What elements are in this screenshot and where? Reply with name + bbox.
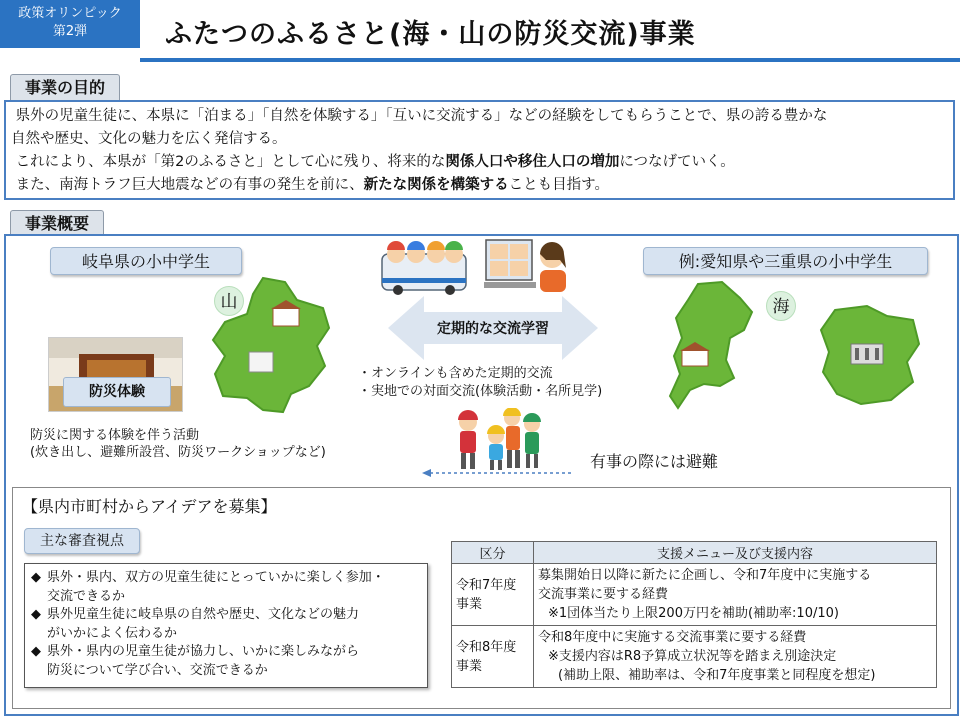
exchange-item-online: ・オンラインも含めた定期的交流	[358, 366, 553, 381]
criteria-item	[31, 606, 421, 643]
row-content-line: 交流事業に要する経費	[538, 587, 669, 602]
header-support: 支援メニュー及び支援内容	[534, 542, 937, 564]
page-title: ふたつのふるさと(海・山の防災交流)事業	[165, 19, 696, 50]
exchange-label: 定期的な交流学習	[437, 321, 549, 337]
purpose-line3-bold: 関係人口や移住人口の増加	[445, 154, 620, 170]
gifu-students-label: 岐阜県の小中学生	[50, 247, 242, 275]
support-table	[451, 541, 937, 688]
sea-label: 海	[766, 291, 796, 321]
purpose-line3	[11, 151, 948, 174]
criteria-item-line: がいかによく伝わるか	[47, 625, 178, 641]
diamond-bullet-icon: ◆	[31, 644, 41, 659]
purpose-section-label: 事業の目的	[10, 74, 120, 100]
aichi-map-icon	[660, 278, 760, 428]
support-table-header	[452, 542, 937, 564]
row-year	[452, 626, 534, 688]
criteria-item	[31, 569, 421, 606]
criteria-item-line: 県外・県内の児童生徒が協力し、いかに楽しみながら	[47, 644, 360, 659]
purpose-line1-text: 県外の児童生徒に、本県に「泊まる」「自然を体験する」「互いに交流する」などの経験をしてもらうことで、県の誇る豊かな	[15, 108, 828, 124]
purpose-line1	[11, 105, 948, 128]
evacuation-note: 有事の際には避難	[590, 452, 719, 471]
row-year-line2: 事業	[456, 596, 483, 612]
criteria-item-line: 防災について学び合い、交流できるか	[47, 662, 268, 678]
criteria-item-line: 交流できるか	[47, 588, 126, 604]
purpose-line4	[11, 174, 948, 197]
purpose-line3-pre: これにより、本県が「第2のふるさと」として心に残り、将来的な	[15, 154, 446, 170]
disaster-activity-line1: 防災に関する体験を伴う活動	[30, 428, 200, 443]
row-content-note: (補助上限、補助率は、令和7年度事業と同程度を想定)	[558, 668, 876, 683]
row-content-line: 令和8年度中に実施する交流事業に要する経費	[538, 630, 807, 645]
bus-icon	[380, 240, 468, 295]
criteria-item-line: 県外・県内、双方の児童生徒にとっていかに楽しく参加・	[47, 570, 385, 585]
purpose-line2: 自然や歴史、文化の魅力を広く発信する。	[11, 131, 287, 147]
purpose-line4-post: ことも目指す。	[508, 177, 609, 193]
purpose-box	[4, 100, 955, 200]
online-meeting-icon	[484, 238, 570, 294]
header-category: 区分	[452, 542, 534, 564]
evacuation-arrow	[422, 468, 572, 478]
disaster-experience-badge: 防災体験	[63, 377, 171, 407]
mie-map-icon	[815, 300, 925, 410]
row-content	[534, 626, 937, 688]
exchange-item-inperson: ・実地での対面交流(体験活動・名所見学)	[358, 384, 603, 399]
title-underline	[140, 58, 960, 62]
purpose-line4-bold: 新たな関係を構築する	[363, 177, 509, 193]
row-year-line2: 事業	[456, 658, 483, 674]
row-content-line: 募集開始日以降に新たに企画し、令和7年度中に実施する	[538, 568, 872, 583]
criteria-item	[31, 643, 421, 680]
diamond-bullet-icon: ◆	[31, 570, 41, 585]
table-row	[452, 626, 937, 688]
policy-tag-line1: 政策オリンピック	[18, 6, 122, 21]
review-criteria-label: 主な審査視点	[24, 528, 140, 554]
policy-tag	[0, 0, 140, 48]
purpose-line4-pre: また、南海トラフ巨大地震などの有事の発生を前に、	[15, 177, 364, 193]
row-year-line1: 令和7年度	[456, 577, 517, 593]
row-content-note: ※支援内容はR8予算成立状況等を踏まえ別途決定	[548, 649, 837, 664]
row-year	[452, 564, 534, 626]
purpose-line3-post: につなげていく。	[619, 154, 735, 170]
policy-tag-line2: 第2弾	[52, 24, 88, 39]
row-year-line1: 令和8年度	[456, 639, 517, 655]
aichi-students-label: 例:愛知県や三重県の小中学生	[643, 247, 928, 275]
criteria-item-line: 県外児童生徒に岐阜県の自然や歴史、文化などの魅力	[47, 607, 360, 622]
disaster-activity-description	[30, 427, 326, 461]
recruitment-title: 【県内市町村からアイデアを募集】	[22, 497, 277, 516]
overview-section-label: 事業概要	[10, 210, 104, 236]
disaster-activity-line2: (炊き出し、避難所設営、防災ワークショップなど)	[30, 445, 326, 460]
mountain-label: 山	[214, 286, 244, 316]
review-criteria-box	[24, 563, 428, 688]
row-content-note: ※1団体当たり上限200万円を補助(補助率:10/10)	[548, 606, 839, 621]
exchange-list	[358, 365, 602, 401]
diamond-bullet-icon: ◆	[31, 607, 41, 622]
evacuating-family-icon	[452, 408, 547, 472]
row-content	[534, 564, 937, 626]
table-row	[452, 564, 937, 626]
